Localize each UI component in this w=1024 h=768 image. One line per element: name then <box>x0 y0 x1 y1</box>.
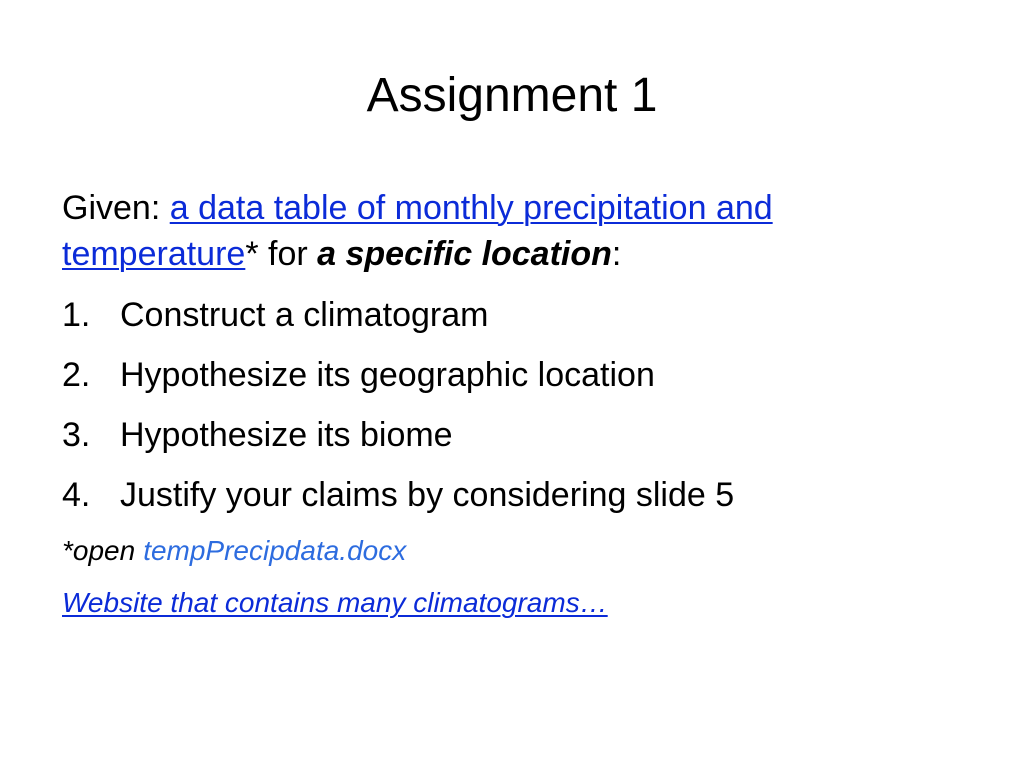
list-item <box>62 405 962 465</box>
website-link[interactable]: Website that contains many climatograms… <box>62 587 608 618</box>
step-text: Construct a climatogram <box>120 296 489 334</box>
step-text: Hypothesize its geographic location <box>120 356 655 394</box>
given-label: Given: <box>62 189 170 227</box>
step-number: 2. <box>62 356 91 394</box>
step-number: 1. <box>62 296 91 334</box>
step-text: Hypothesize its biome <box>120 416 453 454</box>
colon-text: : <box>611 235 622 273</box>
step-text: Justify your claims by considering slide 5 <box>120 476 735 514</box>
list-item <box>62 345 962 405</box>
open-file-note <box>62 525 962 577</box>
data-table-link[interactable]: a data table of monthly precipitation and temperature <box>62 189 773 273</box>
step-number: 4. <box>62 476 91 514</box>
note-prefix: *open <box>62 535 136 566</box>
asterisk-for-text: * for <box>245 235 318 273</box>
website-line <box>62 577 962 629</box>
list-item <box>62 465 962 525</box>
file-name: tempPrecipdata.docx <box>143 535 407 566</box>
steps-list <box>62 285 962 525</box>
list-item <box>62 285 962 345</box>
intro-paragraph <box>62 185 962 277</box>
slide-title: Assignment 1 <box>366 69 658 122</box>
slide-body <box>62 185 962 629</box>
specific-location-text: a specific location <box>317 235 612 273</box>
step-number: 3. <box>62 416 91 454</box>
